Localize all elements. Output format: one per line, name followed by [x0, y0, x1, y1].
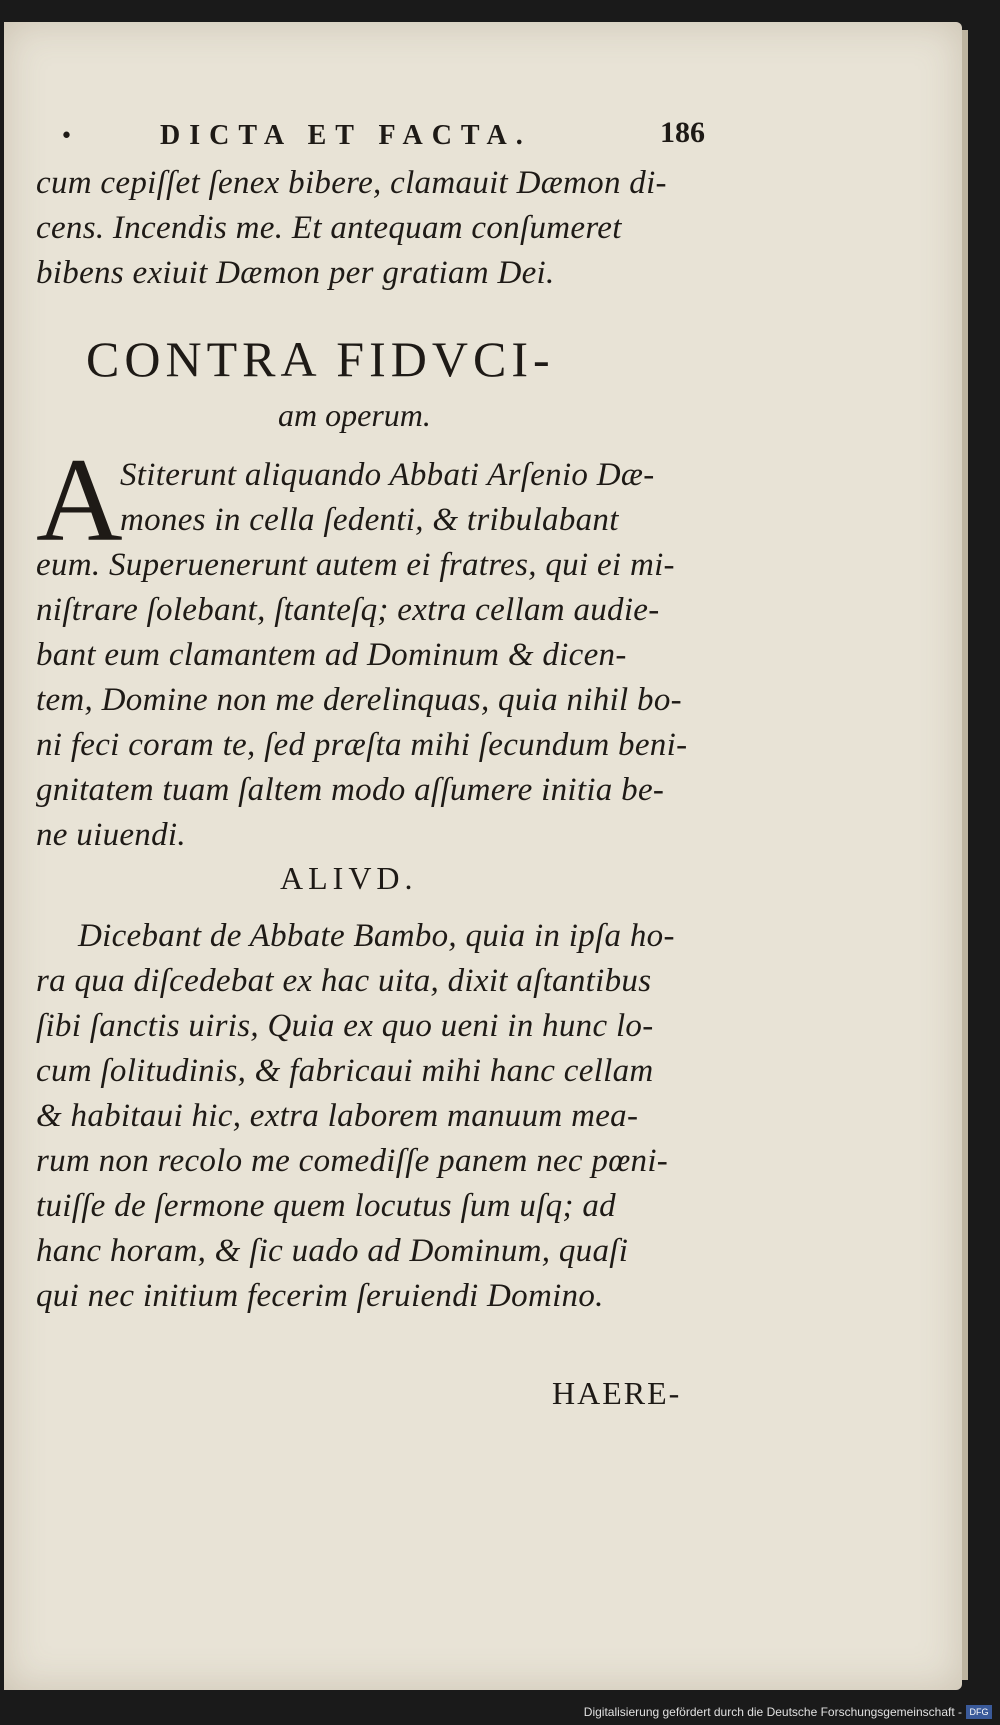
catchword: HAERE-	[552, 1375, 682, 1411]
text-line: hanc horam, & ſic uado ad Dominum, quaſi	[36, 1233, 629, 1269]
text-line: rum non recolo me comediſſe panem nec pœni-	[36, 1143, 669, 1179]
text-line: niſtrare ſolebant, ſtanteſq; extra cellam audie-	[36, 592, 660, 628]
text-line: tem, Domine non me derelinquas, quia nihil bo-	[36, 682, 682, 718]
footer-credit: Digitalisierung gefördert durch die Deutsche Forschungsgemeinschaft -	[583, 1705, 962, 1719]
text-line: ne uiuendi.	[36, 817, 186, 853]
section-heading: CONTRA FIDVCI-	[86, 331, 555, 387]
running-title: DICTA ET FACTA.	[160, 120, 532, 151]
text-line: Stiterunt aliquando Abbati Arſenio Dæ-	[120, 457, 655, 493]
text-line: ſibi ſanctis uiris, Quia ex quo ueni in hunc lo-	[36, 1008, 654, 1044]
text-line: ni feci coram te, ſed præſta mihi ſecundum beni-	[36, 727, 688, 763]
text-line: Dicebant de Abbate Bambo, quia in ipſa ho-	[78, 918, 675, 954]
text-line: cum ſolitudinis, & fabricaui mihi hanc cellam	[36, 1053, 654, 1089]
text-line: & habitaui hic, extra laborem manuum mea-	[36, 1098, 639, 1134]
section-heading-cont: am operum.	[278, 397, 431, 433]
section-heading: ALIVD.	[280, 860, 418, 896]
text-line: cens. Incendis me. Et antequam conſumeret	[36, 210, 622, 246]
text-line: cum cepiſſet ſenex bibere, clamauit Dæmon di-	[36, 165, 667, 201]
text-line: qui nec initium fecerim ſeruiendi Domino.	[36, 1278, 604, 1314]
page-number: 186	[660, 116, 705, 149]
dfg-logo: DFG	[966, 1705, 992, 1719]
text-line: bant eum clamantem ad Dominum & dicen-	[36, 637, 627, 673]
drop-capital: A	[36, 433, 123, 566]
text-line: mones in cella ſedenti, & tribulabant	[120, 502, 619, 538]
page-edge	[962, 30, 968, 1680]
margin-mark: •	[60, 124, 73, 149]
text-line: gnitatem tuam ſaltem modo aſſumere initia be-	[36, 772, 665, 808]
text-line: bibens exiuit Dæmon per gratiam Dei.	[36, 255, 555, 291]
text-line: ra qua diſcedebat ex hac uita, dixit aſtantibus	[36, 963, 652, 999]
text-line: tuiſſe de ſermone quem locutus ſum uſq; ad	[36, 1188, 616, 1224]
text-line: eum. Superuenerunt autem ei fratres, qui ei mi-	[36, 547, 675, 583]
